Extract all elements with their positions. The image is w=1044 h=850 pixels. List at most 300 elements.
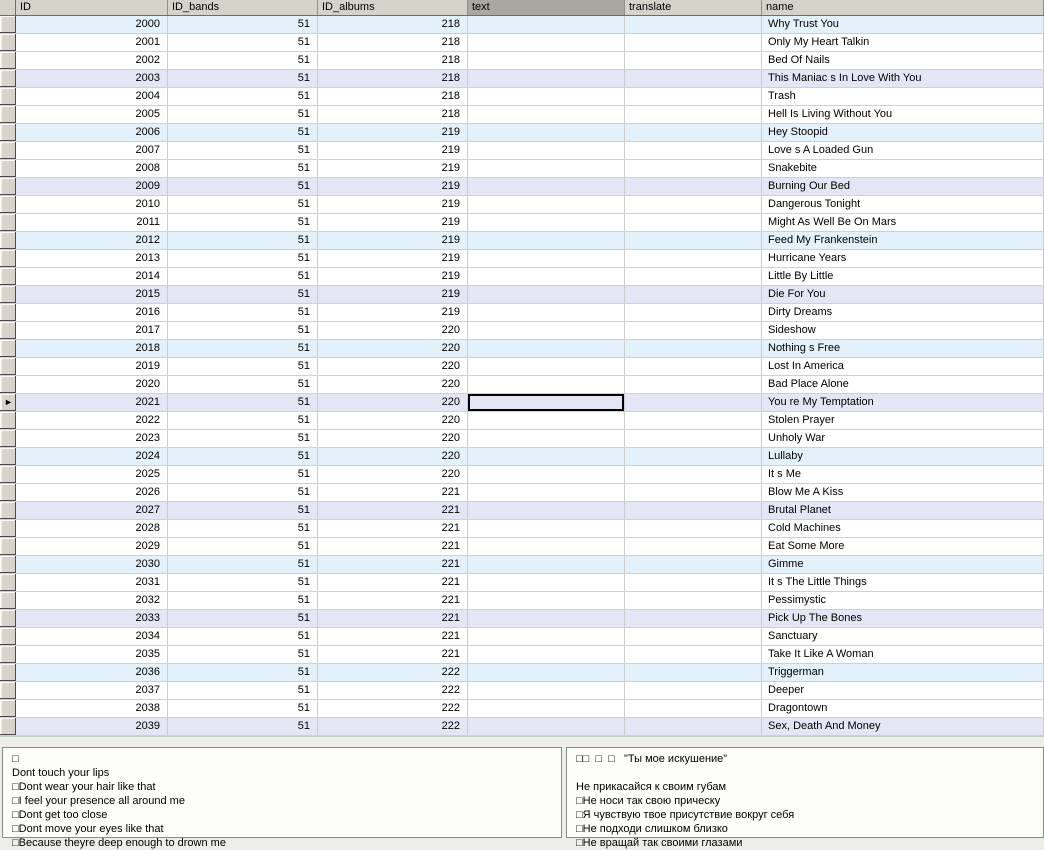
- cell-text[interactable]: [468, 718, 625, 735]
- cell-text[interactable]: [468, 358, 625, 375]
- cell-id-bands[interactable]: 51: [168, 196, 318, 213]
- cell-id-albums[interactable]: 220: [318, 376, 468, 393]
- cell-id-bands[interactable]: 51: [168, 358, 318, 375]
- cell-id[interactable]: 2023: [16, 430, 168, 447]
- cell-id[interactable]: 2030: [16, 556, 168, 573]
- cell-text[interactable]: [468, 88, 625, 105]
- cell-id-albums[interactable]: 221: [318, 538, 468, 555]
- cell-translate[interactable]: [625, 250, 762, 267]
- cell-name[interactable]: Hell Is Living Without You: [762, 106, 1044, 123]
- cell-id-albums[interactable]: 218: [318, 106, 468, 123]
- cell-id-albums[interactable]: 219: [318, 124, 468, 141]
- cell-id-albums[interactable]: 219: [318, 250, 468, 267]
- cell-translate[interactable]: [625, 484, 762, 501]
- cell-text[interactable]: [468, 52, 625, 69]
- cell-id-albums[interactable]: 220: [318, 340, 468, 357]
- cell-translate[interactable]: [625, 340, 762, 357]
- cell-id-albums[interactable]: 219: [318, 232, 468, 249]
- row-selector[interactable]: [0, 628, 16, 645]
- cell-name[interactable]: Trash: [762, 88, 1044, 105]
- cell-translate[interactable]: [625, 16, 762, 33]
- cell-id-bands[interactable]: 51: [168, 520, 318, 537]
- table-row: [0, 664, 1044, 682]
- cell-id-bands[interactable]: 51: [168, 250, 318, 267]
- row-selector[interactable]: [0, 538, 16, 555]
- cell-name[interactable]: Love s A Loaded Gun: [762, 142, 1044, 159]
- cell-id-bands[interactable]: 51: [168, 700, 318, 717]
- cell-translate[interactable]: [625, 34, 762, 51]
- table-row: [0, 322, 1044, 340]
- cell-id-albums[interactable]: 218: [318, 34, 468, 51]
- cell-id-bands[interactable]: 51: [168, 268, 318, 285]
- cell-id-bands[interactable]: 51: [168, 448, 318, 465]
- table-row: [0, 574, 1044, 592]
- cell-name[interactable]: Little By Little: [762, 268, 1044, 285]
- cell-id-albums[interactable]: 220: [318, 394, 468, 411]
- cell-id-bands[interactable]: 51: [168, 322, 318, 339]
- cell-text[interactable]: [468, 196, 625, 213]
- cell-id-bands[interactable]: 51: [168, 412, 318, 429]
- cell-id-albums[interactable]: 219: [318, 304, 468, 321]
- cell-id[interactable]: 2011: [16, 214, 168, 231]
- cell-id[interactable]: 2015: [16, 286, 168, 303]
- cell-text[interactable]: [468, 304, 625, 321]
- cell-id[interactable]: 2022: [16, 412, 168, 429]
- cell-id[interactable]: 2024: [16, 448, 168, 465]
- row-selector[interactable]: [0, 610, 16, 627]
- cell-id-albums[interactable]: 221: [318, 502, 468, 519]
- row-selector[interactable]: [0, 34, 16, 51]
- table-row: [0, 124, 1044, 142]
- cell-translate[interactable]: [625, 52, 762, 69]
- row-selector[interactable]: [0, 214, 16, 231]
- cell-id-bands[interactable]: 51: [168, 88, 318, 105]
- cell-id[interactable]: 2009: [16, 178, 168, 195]
- cell-translate[interactable]: [625, 394, 762, 411]
- cell-id-albums[interactable]: 220: [318, 448, 468, 465]
- cell-text[interactable]: [468, 394, 625, 411]
- cell-text[interactable]: [468, 376, 625, 393]
- cell-id-bands[interactable]: 51: [168, 718, 318, 735]
- cell-id-bands[interactable]: 51: [168, 106, 318, 123]
- cell-id-albums[interactable]: 218: [318, 52, 468, 69]
- cell-name[interactable]: Might As Well Be On Mars: [762, 214, 1044, 231]
- cell-text[interactable]: [468, 556, 625, 573]
- cell-id[interactable]: 2000: [16, 16, 168, 33]
- cell-id-bands[interactable]: 51: [168, 628, 318, 645]
- cell-name[interactable]: Eat Some More: [762, 538, 1044, 555]
- cell-name[interactable]: Feed My Frankenstein: [762, 232, 1044, 249]
- cell-text[interactable]: [468, 268, 625, 285]
- cell-id[interactable]: 2019: [16, 358, 168, 375]
- cell-name[interactable]: It s Me: [762, 466, 1044, 483]
- cell-id-bands[interactable]: 51: [168, 214, 318, 231]
- cell-text[interactable]: [468, 232, 625, 249]
- row-selector[interactable]: [0, 160, 16, 177]
- cell-text[interactable]: [468, 340, 625, 357]
- cell-id-bands[interactable]: 51: [168, 394, 318, 411]
- cell-name[interactable]: Gimme: [762, 556, 1044, 573]
- cell-text[interactable]: [468, 160, 625, 177]
- cell-name[interactable]: Only My Heart Talkin: [762, 34, 1044, 51]
- cell-text[interactable]: [468, 142, 625, 159]
- cell-name[interactable]: Dangerous Tonight: [762, 196, 1044, 213]
- cell-translate[interactable]: [625, 268, 762, 285]
- cell-id-albums[interactable]: 219: [318, 196, 468, 213]
- cell-translate[interactable]: [625, 538, 762, 555]
- row-selector[interactable]: [0, 358, 16, 375]
- cell-translate[interactable]: [625, 448, 762, 465]
- cell-translate[interactable]: [625, 520, 762, 537]
- row-selector[interactable]: [0, 304, 16, 321]
- cell-id-bands[interactable]: 51: [168, 538, 318, 555]
- cell-id-albums[interactable]: 220: [318, 466, 468, 483]
- cell-text[interactable]: [468, 412, 625, 429]
- cell-text[interactable]: [468, 520, 625, 537]
- cell-id[interactable]: 2032: [16, 592, 168, 609]
- cell-name[interactable]: Stolen Prayer: [762, 412, 1044, 429]
- row-selector[interactable]: [0, 646, 16, 663]
- cell-name[interactable]: Dirty Dreams: [762, 304, 1044, 321]
- cell-translate[interactable]: [625, 574, 762, 591]
- cell-id-albums[interactable]: 219: [318, 286, 468, 303]
- cell-id-bands[interactable]: 51: [168, 592, 318, 609]
- cell-translate[interactable]: [625, 232, 762, 249]
- column-header-name[interactable]: name: [762, 0, 1044, 15]
- cell-id[interactable]: 2027: [16, 502, 168, 519]
- column-header-translate[interactable]: translate: [625, 0, 762, 15]
- cell-text[interactable]: [468, 664, 625, 681]
- column-header-id-bands[interactable]: ID_bands: [168, 0, 318, 15]
- cell-translate[interactable]: [625, 556, 762, 573]
- cell-id-albums[interactable]: 221: [318, 610, 468, 627]
- cell-id[interactable]: 2006: [16, 124, 168, 141]
- cell-id[interactable]: 2039: [16, 718, 168, 735]
- row-selector[interactable]: [0, 16, 16, 33]
- table-row: [0, 340, 1044, 358]
- row-selector[interactable]: [0, 412, 16, 429]
- cell-id-albums[interactable]: 218: [318, 16, 468, 33]
- cell-id-bands[interactable]: 51: [168, 340, 318, 357]
- cell-name[interactable]: Bad Place Alone: [762, 376, 1044, 393]
- cell-id-bands[interactable]: 51: [168, 466, 318, 483]
- cell-text[interactable]: [468, 484, 625, 501]
- row-selector[interactable]: [0, 232, 16, 249]
- cell-id-albums[interactable]: 221: [318, 628, 468, 645]
- cell-translate[interactable]: [625, 88, 762, 105]
- row-selector[interactable]: [0, 322, 16, 339]
- cell-id-bands[interactable]: 51: [168, 16, 318, 33]
- cell-id[interactable]: 2016: [16, 304, 168, 321]
- cell-id-bands[interactable]: 51: [168, 52, 318, 69]
- cell-id-bands[interactable]: 51: [168, 430, 318, 447]
- row-selector[interactable]: [0, 106, 16, 123]
- cell-translate[interactable]: [625, 628, 762, 645]
- row-selector[interactable]: [0, 178, 16, 195]
- row-selector[interactable]: [0, 430, 16, 447]
- row-selector[interactable]: [0, 196, 16, 213]
- cell-name[interactable]: Dragontown: [762, 700, 1044, 717]
- cell-id-albums[interactable]: 219: [318, 160, 468, 177]
- cell-id-bands[interactable]: 51: [168, 664, 318, 681]
- cell-id[interactable]: 2028: [16, 520, 168, 537]
- cell-translate[interactable]: [625, 286, 762, 303]
- text-memo-panel[interactable]: [2, 747, 562, 849]
- cell-id-bands[interactable]: 51: [168, 574, 318, 591]
- cell-name[interactable]: Hey Stoopid: [762, 124, 1044, 141]
- cell-name[interactable]: It s The Little Things: [762, 574, 1044, 591]
- cell-name[interactable]: Deeper: [762, 682, 1044, 699]
- cell-id[interactable]: 2012: [16, 232, 168, 249]
- row-selector[interactable]: [0, 664, 16, 681]
- cell-name[interactable]: Bed Of Nails: [762, 52, 1044, 69]
- cell-id[interactable]: 2036: [16, 664, 168, 681]
- cell-text[interactable]: [468, 322, 625, 339]
- cell-id[interactable]: 2005: [16, 106, 168, 123]
- cell-id-bands[interactable]: 51: [168, 286, 318, 303]
- cell-id-bands[interactable]: 51: [168, 232, 318, 249]
- cell-text[interactable]: [468, 34, 625, 51]
- row-selector[interactable]: [0, 250, 16, 267]
- cell-text[interactable]: [468, 124, 625, 141]
- cell-text[interactable]: [468, 700, 625, 717]
- cell-name[interactable]: You re My Temptation: [762, 394, 1044, 411]
- column-header-text[interactable]: text: [468, 0, 625, 15]
- cell-translate[interactable]: [625, 664, 762, 681]
- cell-translate[interactable]: [625, 304, 762, 321]
- cell-translate[interactable]: [625, 682, 762, 699]
- cell-id[interactable]: 2001: [16, 34, 168, 51]
- cell-id-albums[interactable]: 220: [318, 322, 468, 339]
- row-selector[interactable]: [0, 574, 16, 591]
- row-selector[interactable]: [0, 502, 16, 519]
- cell-id[interactable]: 2017: [16, 322, 168, 339]
- cell-id[interactable]: 2021: [16, 394, 168, 411]
- cell-id[interactable]: 2025: [16, 466, 168, 483]
- cell-name[interactable]: Triggerman: [762, 664, 1044, 681]
- cell-translate[interactable]: [625, 196, 762, 213]
- cell-id-bands[interactable]: 51: [168, 682, 318, 699]
- cell-id[interactable]: 2013: [16, 250, 168, 267]
- column-header-id-albums[interactable]: ID_albums: [318, 0, 468, 15]
- cell-id[interactable]: 2029: [16, 538, 168, 555]
- cell-id-albums[interactable]: 218: [318, 70, 468, 87]
- cell-id-albums[interactable]: 222: [318, 682, 468, 699]
- cell-id[interactable]: 2018: [16, 340, 168, 357]
- cell-text[interactable]: [468, 178, 625, 195]
- cell-name[interactable]: Hurricane Years: [762, 250, 1044, 267]
- cell-name[interactable]: Pessimystic: [762, 592, 1044, 609]
- cell-text[interactable]: [468, 250, 625, 267]
- row-selector[interactable]: [0, 124, 16, 141]
- cell-name[interactable]: Die For You: [762, 286, 1044, 303]
- cell-id-albums[interactable]: 219: [318, 142, 468, 159]
- row-selector[interactable]: [0, 394, 16, 411]
- cell-id-albums[interactable]: 221: [318, 556, 468, 573]
- cell-name[interactable]: Take It Like A Woman: [762, 646, 1044, 663]
- cell-translate[interactable]: [625, 70, 762, 87]
- row-selector[interactable]: [0, 70, 16, 87]
- cell-id-albums[interactable]: 219: [318, 178, 468, 195]
- cell-id[interactable]: 2002: [16, 52, 168, 69]
- cell-translate[interactable]: [625, 160, 762, 177]
- row-selector[interactable]: [0, 52, 16, 69]
- grid-body: [0, 16, 1044, 736]
- cell-translate[interactable]: [625, 358, 762, 375]
- cell-text[interactable]: [468, 502, 625, 519]
- cell-text[interactable]: [468, 16, 625, 33]
- cell-name[interactable]: Snakebite: [762, 160, 1044, 177]
- cell-id-albums[interactable]: 221: [318, 592, 468, 609]
- cell-name[interactable]: Brutal Planet: [762, 502, 1044, 519]
- cell-translate[interactable]: [625, 466, 762, 483]
- cell-id[interactable]: 2031: [16, 574, 168, 591]
- cell-translate[interactable]: [625, 502, 762, 519]
- table-row: [0, 358, 1044, 376]
- row-selector[interactable]: [0, 592, 16, 609]
- cell-id-albums[interactable]: 221: [318, 520, 468, 537]
- column-header-id[interactable]: ID: [16, 0, 168, 15]
- cell-id-bands[interactable]: 51: [168, 484, 318, 501]
- cell-id[interactable]: 2035: [16, 646, 168, 663]
- cell-id-bands[interactable]: 51: [168, 34, 318, 51]
- row-selector[interactable]: [0, 286, 16, 303]
- cell-text[interactable]: [468, 430, 625, 447]
- cell-id[interactable]: 2003: [16, 70, 168, 87]
- cell-name[interactable]: Why Trust You: [762, 16, 1044, 33]
- table-row: [0, 286, 1044, 304]
- cell-id[interactable]: 2038: [16, 700, 168, 717]
- cell-name[interactable]: Cold Machines: [762, 520, 1044, 537]
- cell-text[interactable]: [468, 646, 625, 663]
- cell-id[interactable]: 2008: [16, 160, 168, 177]
- cell-id-albums[interactable]: 222: [318, 700, 468, 717]
- table-row: [0, 394, 1044, 412]
- cell-id-albums[interactable]: 219: [318, 268, 468, 285]
- cell-id-albums[interactable]: 219: [318, 214, 468, 231]
- cell-translate[interactable]: [625, 214, 762, 231]
- cell-id-albums[interactable]: 220: [318, 430, 468, 447]
- cell-id-bands[interactable]: 51: [168, 646, 318, 663]
- cell-id-albums[interactable]: 221: [318, 646, 468, 663]
- cell-translate[interactable]: [625, 106, 762, 123]
- table-row: [0, 196, 1044, 214]
- cell-text[interactable]: [468, 538, 625, 555]
- cell-name[interactable]: Unholy War: [762, 430, 1044, 447]
- row-selector[interactable]: [0, 718, 16, 735]
- cell-text[interactable]: [468, 592, 625, 609]
- cell-id-bands[interactable]: 51: [168, 124, 318, 141]
- cell-translate[interactable]: [625, 592, 762, 609]
- row-selector[interactable]: [0, 448, 16, 465]
- row-selector[interactable]: [0, 88, 16, 105]
- cell-id-albums[interactable]: 220: [318, 412, 468, 429]
- row-selector[interactable]: [0, 340, 16, 357]
- cell-translate[interactable]: [625, 646, 762, 663]
- row-selector[interactable]: [0, 466, 16, 483]
- cell-name[interactable]: Nothing s Free: [762, 340, 1044, 357]
- cell-translate[interactable]: [625, 322, 762, 339]
- cell-id[interactable]: 2007: [16, 142, 168, 159]
- cell-name[interactable]: Sex, Death And Money: [762, 718, 1044, 735]
- cell-text[interactable]: [468, 448, 625, 465]
- cell-id-albums[interactable]: 221: [318, 574, 468, 591]
- row-selector[interactable]: [0, 520, 16, 537]
- cell-text[interactable]: [468, 682, 625, 699]
- cell-translate[interactable]: [625, 430, 762, 447]
- cell-id-bands[interactable]: 51: [168, 376, 318, 393]
- cell-text[interactable]: [468, 70, 625, 87]
- cell-id-albums[interactable]: 221: [318, 484, 468, 501]
- cell-translate[interactable]: [625, 412, 762, 429]
- cell-text[interactable]: [468, 628, 625, 645]
- cell-name[interactable]: Sanctuary: [762, 628, 1044, 645]
- cell-id[interactable]: 2020: [16, 376, 168, 393]
- cell-id[interactable]: 2014: [16, 268, 168, 285]
- cell-text[interactable]: [468, 286, 625, 303]
- row-selector[interactable]: [0, 376, 16, 393]
- cell-id[interactable]: 2026: [16, 484, 168, 501]
- cell-name[interactable]: Lullaby: [762, 448, 1044, 465]
- row-selector[interactable]: [0, 484, 16, 501]
- row-selector[interactable]: [0, 700, 16, 717]
- cell-text[interactable]: [468, 610, 625, 627]
- cell-id-bands[interactable]: 51: [168, 142, 318, 159]
- cell-id-bands[interactable]: 51: [168, 556, 318, 573]
- cell-id[interactable]: 2004: [16, 88, 168, 105]
- row-selector[interactable]: [0, 556, 16, 573]
- cell-id-bands[interactable]: 51: [168, 304, 318, 321]
- cell-id[interactable]: 2034: [16, 628, 168, 645]
- cell-id[interactable]: 2033: [16, 610, 168, 627]
- cell-name[interactable]: Lost In America: [762, 358, 1044, 375]
- cell-text[interactable]: [468, 106, 625, 123]
- cell-id-bands[interactable]: 51: [168, 70, 318, 87]
- cell-name[interactable]: This Maniac s In Love With You: [762, 70, 1044, 87]
- cell-translate[interactable]: [625, 376, 762, 393]
- cell-id-albums[interactable]: 220: [318, 358, 468, 375]
- cell-translate[interactable]: [625, 700, 762, 717]
- row-selector[interactable]: [0, 142, 16, 159]
- cell-id-bands[interactable]: 51: [168, 610, 318, 627]
- cell-id-bands[interactable]: 51: [168, 160, 318, 177]
- row-selector[interactable]: [0, 268, 16, 285]
- cell-translate[interactable]: [625, 178, 762, 195]
- cell-name[interactable]: Burning Our Bed: [762, 178, 1044, 195]
- cell-id-albums[interactable]: 222: [318, 718, 468, 735]
- cell-id-albums[interactable]: 222: [318, 664, 468, 681]
- translate-memo-panel[interactable]: [566, 747, 1044, 849]
- cell-id[interactable]: 2010: [16, 196, 168, 213]
- cell-id-albums[interactable]: 218: [318, 88, 468, 105]
- row-selector[interactable]: [0, 682, 16, 699]
- cell-name[interactable]: Blow Me A Kiss: [762, 484, 1044, 501]
- cell-text[interactable]: [468, 214, 625, 231]
- cell-text[interactable]: [468, 574, 625, 591]
- cell-id[interactable]: 2037: [16, 682, 168, 699]
- cell-name[interactable]: Pick Up The Bones: [762, 610, 1044, 627]
- cell-translate[interactable]: [625, 718, 762, 735]
- cell-name[interactable]: Sideshow: [762, 322, 1044, 339]
- cell-translate[interactable]: [625, 124, 762, 141]
- cell-text[interactable]: [468, 466, 625, 483]
- memo-line: □Не вращай так своими глазами: [576, 837, 743, 849]
- cell-id-bands[interactable]: 51: [168, 502, 318, 519]
- cell-translate[interactable]: [625, 142, 762, 159]
- table-row: [0, 34, 1044, 52]
- cell-id-bands[interactable]: 51: [168, 178, 318, 195]
- cell-translate[interactable]: [625, 610, 762, 627]
